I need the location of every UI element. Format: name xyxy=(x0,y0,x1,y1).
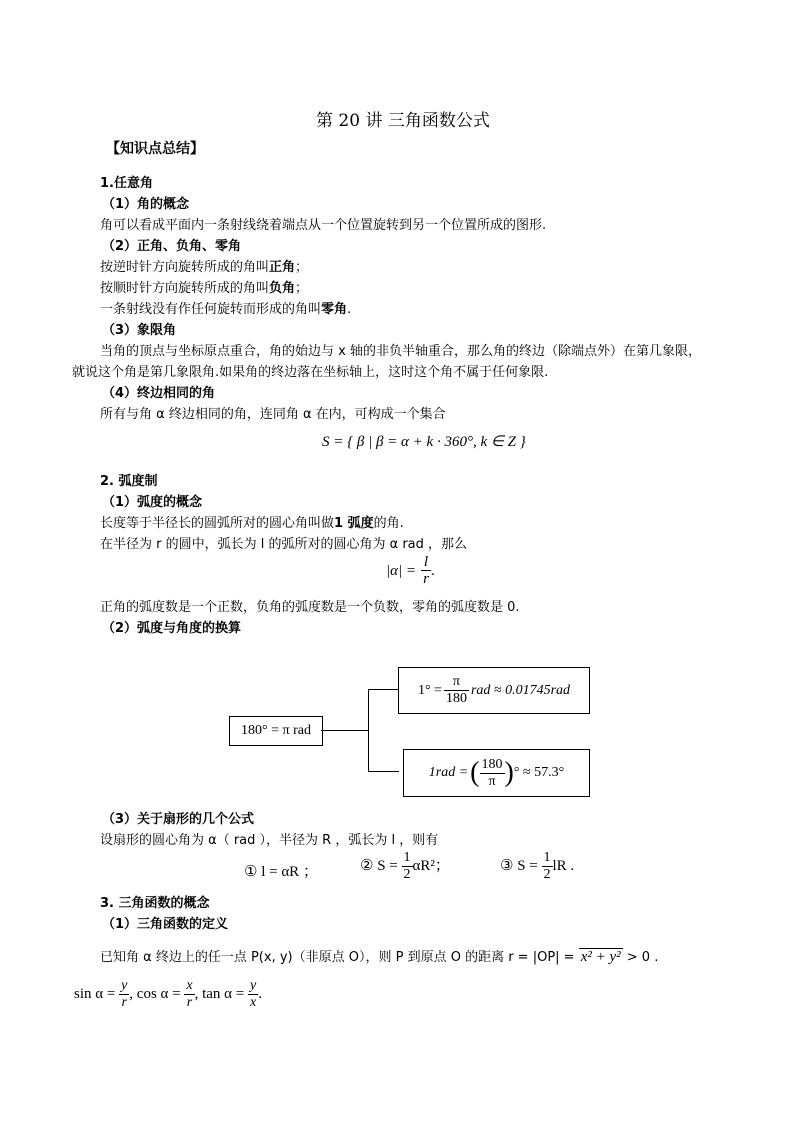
connector-h-main xyxy=(321,730,368,731)
radius-line: 在半径为 r 的圆中，弧长为 l 的弧所对的圆心角为 α rad ，那么 xyxy=(100,537,468,552)
def-bold: 1 弧度 xyxy=(334,516,374,531)
positive-angle-line xyxy=(100,256,308,275)
box-main: 180° = π rad xyxy=(229,716,323,746)
s1-def: 角可以看成平面内一条射线绕着端点从一个位置旋转到另一个位置所成的图形. xyxy=(100,218,547,233)
pos-word: 正角 xyxy=(269,260,296,275)
box-degree-to-rad: 1° = $\frac{\pi}{180}$ rad ≈ 0.01745rad xyxy=(398,667,590,714)
sqrt-expression: x² + y² xyxy=(580,949,621,965)
s2-sub1: （1）弧度的概念 xyxy=(102,495,203,510)
trig-ratios: sin α = $\frac{y}{r}$ , cos α = $\frac{x}{r}$ , tan α = $\frac{y}{x}$ . xyxy=(74,978,262,1010)
box-rad-to-degree: 1rad = ( $\frac{180}{\pi}$ ) ° ≈ 57.3° xyxy=(403,749,590,797)
section-header: 【知识点总结】 xyxy=(106,141,204,157)
s1-sub1: （1）角的概念 xyxy=(102,197,190,212)
abs-alpha-formula: |α| = $\frac{l}{r}$ . xyxy=(386,554,435,587)
trig-def-line: 已知角 α 终边上的任一点 P(x, y)（非原点 O），则 P 到原点 O 的距离 r = |OP| = x² + y² > 0 . xyxy=(100,949,659,965)
zero-end: . xyxy=(347,302,352,317)
s3-heading: 3. 三角函数的概念 xyxy=(100,896,210,911)
s1-sub2: （2）正角、负角、零角 xyxy=(102,239,242,254)
pos-pre: 按逆时针方向旋转所成的角叫 xyxy=(100,260,270,275)
radian-def-line xyxy=(100,512,404,531)
neg-end: ； xyxy=(295,281,309,296)
s1-heading: 1.任意角 xyxy=(100,176,153,191)
connector-v xyxy=(368,689,369,771)
set-formula: S = { β | β = α + k · 360°, k ∈ Z } xyxy=(322,434,526,450)
l-over-r-fraction: $\frac{l}{r}$ xyxy=(423,554,429,587)
s3-sub1: （1）三角函数的定义 xyxy=(102,917,229,932)
quadrant-line-1: 当角的顶点与坐标原点重合，角的始边与 x 轴的非负半轴重合，那么角的终边（除端点外）在第几象限， xyxy=(100,344,701,359)
s1-sub4: （4）终边相同的角 xyxy=(102,386,216,401)
sign-line: 正角的弧度数是一个正数，负角的弧度数是一个负数，零角的弧度数是 0. xyxy=(100,600,520,615)
s2-heading: 2. 弧度制 xyxy=(100,474,158,489)
sector-line: 设扇形的圆心角为 α（ rad ），半径为 R ，弧长为 l ，则有 xyxy=(100,833,439,848)
s2-sub2: （2）弧度与角度的换算 xyxy=(102,621,242,636)
negative-angle-line xyxy=(100,277,308,296)
abs-alpha: |α| = xyxy=(386,563,416,579)
quadrant-line-2: 就说这个角是第几象限角.如果角的终边落在坐标轴上，这时这个角不属于任何象限. xyxy=(72,365,549,380)
def-pre: 长度等于半径长的圆弧所对的圆心角叫做 xyxy=(100,516,335,531)
s2-sub3: （3）关于扇形的几个公式 xyxy=(102,812,255,827)
def-end: 的角. xyxy=(373,516,404,531)
formula-area-1: ② S = $\frac{1}{2}$ αR²； xyxy=(360,850,450,882)
same-terminal-line: 所有与角 α 终边相同的角，连同角 α 在内，可构成一个集合 xyxy=(100,407,446,422)
page-title: 第 20 讲 三角函数公式 xyxy=(316,111,490,131)
zero-pre: 一条射线没有作任何旋转而形成的角叫 xyxy=(100,302,322,317)
zero-word: 零角 xyxy=(321,302,348,317)
neg-word: 负角 xyxy=(269,281,296,296)
formula-area-2: ③ S = $\frac{1}{2}$ lR . xyxy=(500,850,575,882)
s1-sub3: （3）象限角 xyxy=(102,323,177,338)
connector-h-bottom xyxy=(368,771,399,772)
neg-pre: 按顺时针方向旋转所成的角叫 xyxy=(100,281,270,296)
formula-arc-length: ① l = αR ； xyxy=(244,864,318,880)
connector-h-top xyxy=(368,689,399,690)
zero-angle-line xyxy=(100,298,351,317)
pos-end: ； xyxy=(295,260,309,275)
